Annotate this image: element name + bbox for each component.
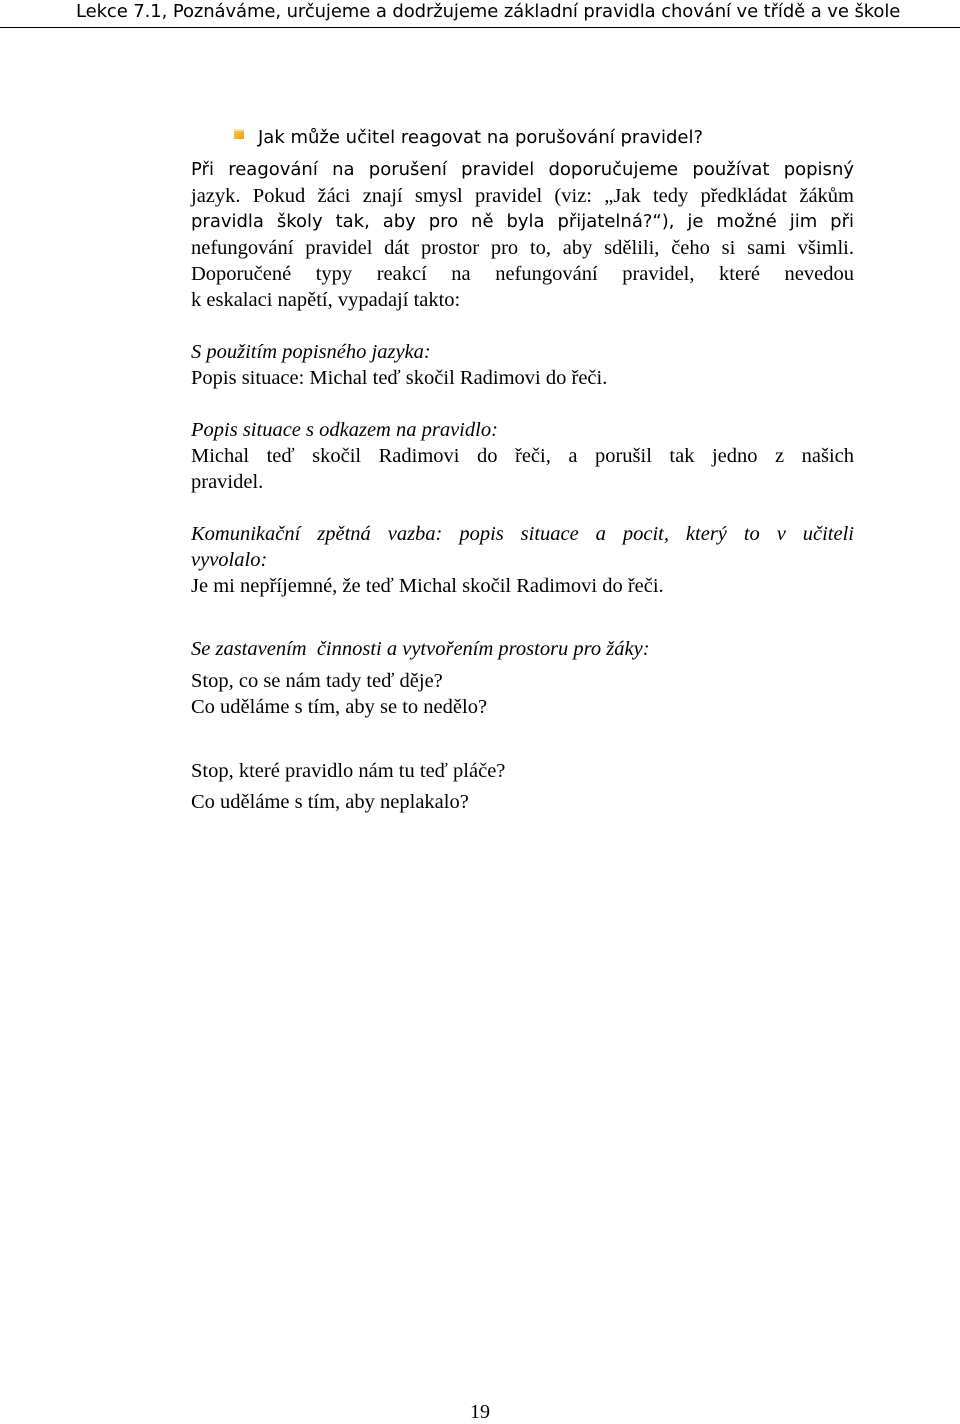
running-header xyxy=(0,0,960,28)
section-descriptive xyxy=(191,339,854,391)
section-stop-heading xyxy=(191,636,854,662)
section-stop-questions-2 xyxy=(191,758,854,784)
stop-question-4: Co uděláme s tím, aby neplakalo? xyxy=(191,791,469,813)
orange-square-bullet-icon xyxy=(234,129,244,139)
intro-line-5: Doporučené typy reakcí na nefungování pravidel, které nevedou xyxy=(191,263,854,285)
intro-line-1: Při reagování na porušení pravidel doporučujeme používat popisný xyxy=(191,159,854,180)
section-text: Popis situace: Michal teď skočil Radimovi do řeči. xyxy=(191,367,608,389)
section-heading-line-2: vyvolalo: xyxy=(191,549,268,571)
section-heading: Se zastavením činnosti a vytvořením prostoru pro žáky: xyxy=(191,638,650,660)
section-text-line-1: Michal teď skočil Radimovi do řeči, a porušil tak jedno z našich xyxy=(191,445,854,467)
section-stop-questions-1 xyxy=(191,668,854,720)
stop-question-1: Stop, co se nám tady teď děje? xyxy=(191,670,443,692)
stop-question-2: Co uděláme s tím, aby se to nedělo? xyxy=(191,696,488,718)
section-rule-reference xyxy=(191,417,854,495)
page-number: 19 xyxy=(470,1401,490,1423)
section-feedback xyxy=(191,521,854,599)
intro-paragraph xyxy=(191,157,854,313)
section-heading: S použitím popisného jazyka: xyxy=(191,341,431,363)
intro-line-6: k eskalaci napětí, vypadají takto: xyxy=(191,289,461,311)
intro-line-2: jazyk. Pokud žáci znají smysl pravidel (viz: „Jak tedy předkládat žákům xyxy=(191,185,854,207)
section-heading-line-1: Komunikační zpětná vazba: popis situace a pocit, který to v učiteli xyxy=(191,523,854,545)
section-stop-questions-3 xyxy=(191,789,854,815)
bullet-question-text: Jak může učitel reagovat na porušování pravidel? xyxy=(258,126,704,148)
section-text-line-2: pravidel. xyxy=(191,471,264,493)
bullet-question xyxy=(234,124,703,150)
section-heading: Popis situace s odkazem na pravidlo: xyxy=(191,419,498,441)
header-title: Lekce 7.1, Poznáváme, určujeme a dodržujeme základní pravidla chování ve třídě a ve škole xyxy=(76,1,901,22)
section-text: Je mi nepříjemné, že teď Michal skočil Radimovi do řeči. xyxy=(191,575,664,597)
intro-line-3: pravidla školy tak, aby pro ně byla přijatelná?“), je možné jim při xyxy=(191,211,854,232)
intro-line-4: nefungování pravidel dát prostor pro to, aby sdělili, čeho si sami všimli. xyxy=(191,237,854,259)
stop-question-3: Stop, které pravidlo nám tu teď pláče? xyxy=(191,760,506,782)
